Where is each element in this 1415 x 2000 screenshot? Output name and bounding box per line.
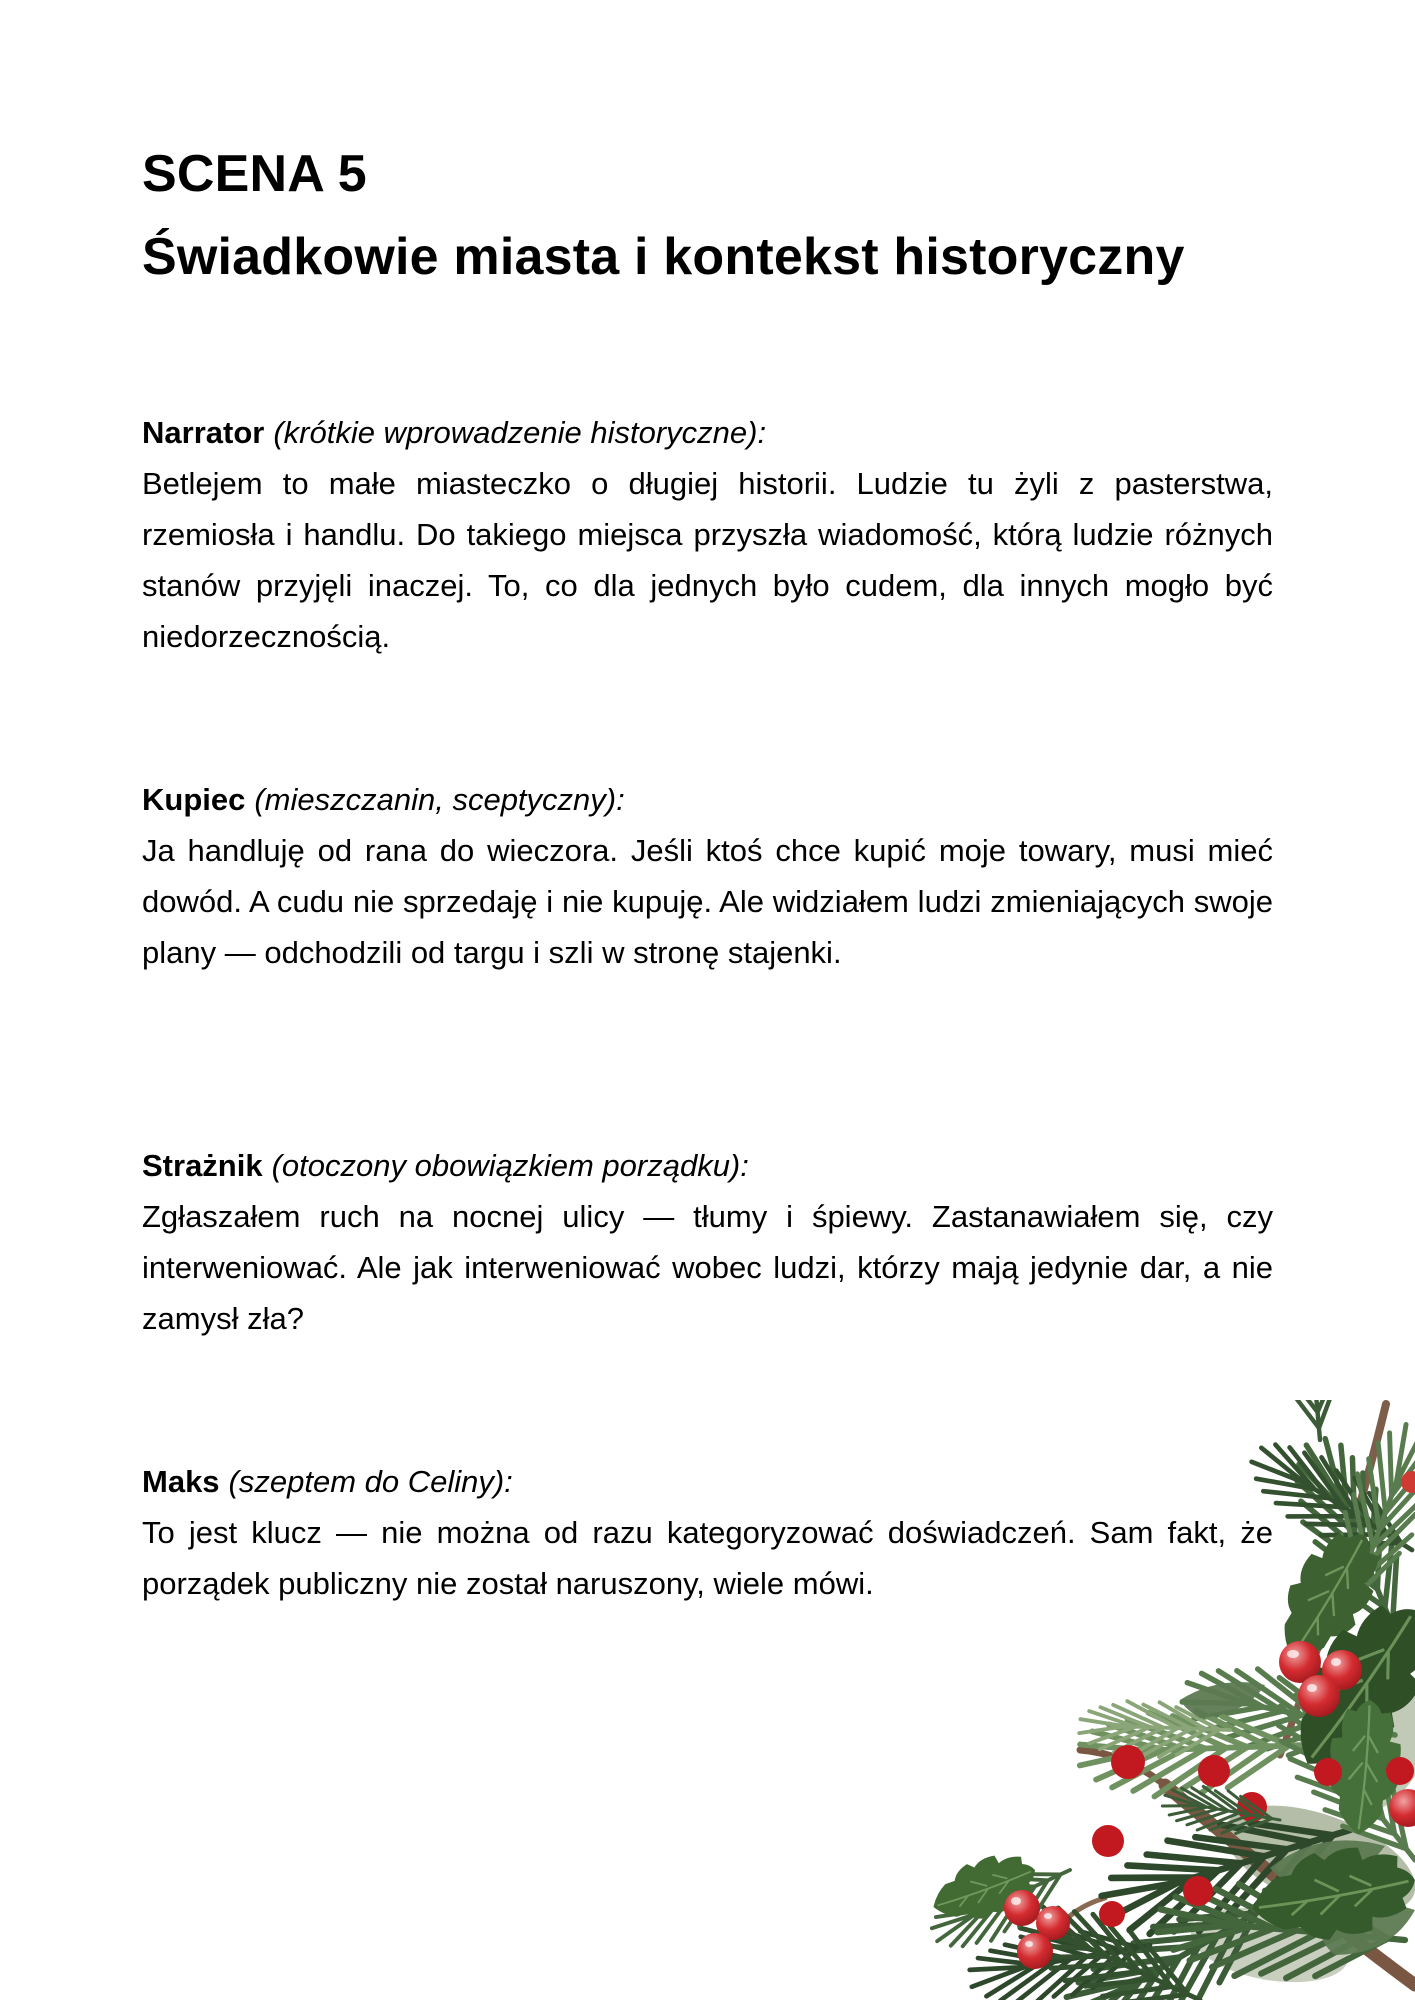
stage-direction: (mieszczanin, sceptyczny):: [254, 782, 625, 817]
speaker-name: Kupiec: [142, 782, 246, 817]
title-line-2: Świadkowie miasta i kontekst historyczny: [142, 228, 1185, 286]
christmas-pine-branch-decoration: [850, 1400, 1415, 2000]
speech-paragraph: Zgłaszałem ruch na nocnej ulicy — tłumy i śpiewy. Zastanawiałem się, czy interweniować. Ale jak interweniować wobec ludzi, którzy mają jedynie dar, a nie zamysł zła?: [142, 1199, 1273, 1336]
stage-direction: (szeptem do Celiny):: [228, 1464, 513, 1499]
speech-paragraph: Ja handluję od rana do wieczora. Jeśli ktoś chce kupić moje towary, musi mieć dowód. A cudu nie sprzedaję i nie kupuję. Ale widziałem ludzi zmieniających swoje plany — odchodzili od targu i szli w stronę stajenki.: [142, 833, 1273, 970]
section-narrator: [142, 407, 1273, 662]
stage-direction: (otoczony obowiązkiem porządku):: [271, 1148, 749, 1183]
speaker-name: Narrator: [142, 415, 265, 450]
document-title: [142, 133, 1273, 299]
speech-paragraph: Betlejem to małe miasteczko o długiej historii. Ludzie tu żyli z pasterstwa, rzemiosła i handlu. Do takiego miejsca przyszła wiadomość, którą ludzie różnych stanów przyjęli inaczej. To, co dla jednych było cudem, dla innych mogło być niedorzecznością.: [142, 466, 1273, 654]
speech-paragraph: To jest klucz — nie można od razu kategoryzować doświadczeń. Sam fakt, że porządek publiczny nie został naruszony, wiele mówi.: [142, 1515, 1273, 1601]
speaker-name: Strażnik: [142, 1148, 263, 1183]
pine-holly-berries-icon: [850, 1400, 1415, 2000]
section-straznik: [142, 1140, 1273, 1344]
title-line-1: SCENA 5: [142, 145, 367, 203]
section-kupiec: [142, 774, 1273, 978]
speaker-name: Maks: [142, 1464, 220, 1499]
stage-direction: (krótkie wprowadzenie historyczne):: [273, 415, 767, 450]
speaker-line: [142, 1140, 1273, 1191]
speaker-line: [142, 774, 1273, 825]
speaker-line: [142, 407, 1273, 458]
